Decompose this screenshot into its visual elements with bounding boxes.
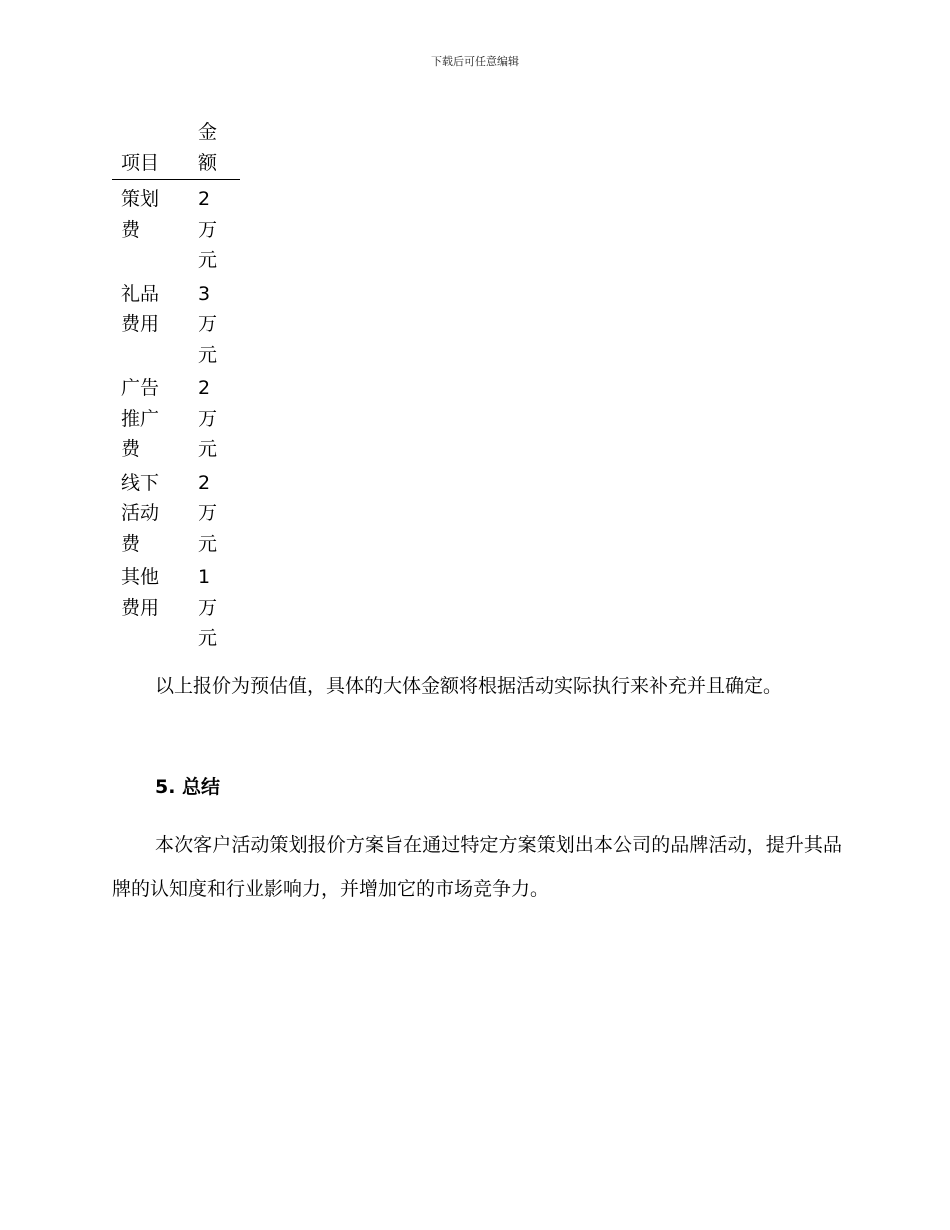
table-row bbox=[112, 373, 240, 468]
cost-table bbox=[112, 117, 240, 657]
table-row bbox=[112, 180, 240, 279]
table-header-row bbox=[112, 117, 240, 180]
column-header-amount: 金额 bbox=[198, 117, 240, 180]
cell-item: 线下活动费 bbox=[121, 471, 160, 555]
cell-item: 礼品费用 bbox=[121, 282, 160, 335]
summary-paragraph: 本次客户活动策划报价方案旨在通过特定方案策划出本公司的品牌活动，提升其品牌的认知度和行业影响力，并增加它的市场竞争力。 bbox=[112, 834, 842, 900]
section-title: 5. 总结 bbox=[155, 776, 221, 798]
cell-amount: 2万元 bbox=[198, 471, 218, 555]
table-row bbox=[112, 279, 240, 374]
table-row bbox=[112, 468, 240, 563]
cell-item: 策划费 bbox=[121, 188, 160, 241]
cell-amount: 3万元 bbox=[198, 282, 218, 366]
cell-amount: 2万元 bbox=[198, 188, 218, 271]
cell-amount: 2万元 bbox=[198, 377, 218, 460]
column-header-item: 项目 bbox=[112, 117, 198, 180]
page-header: 下载后可任意编辑 bbox=[431, 55, 519, 68]
estimate-note-paragraph: 以上报价为预估值，具体的大体金额将根据活动实际执行来补充并且确定。 bbox=[155, 675, 783, 697]
cell-item: 广告推广费 bbox=[121, 377, 160, 460]
table-row bbox=[112, 562, 240, 657]
cell-amount: 1万元 bbox=[198, 566, 218, 649]
cell-item: 其他费用 bbox=[121, 566, 160, 619]
